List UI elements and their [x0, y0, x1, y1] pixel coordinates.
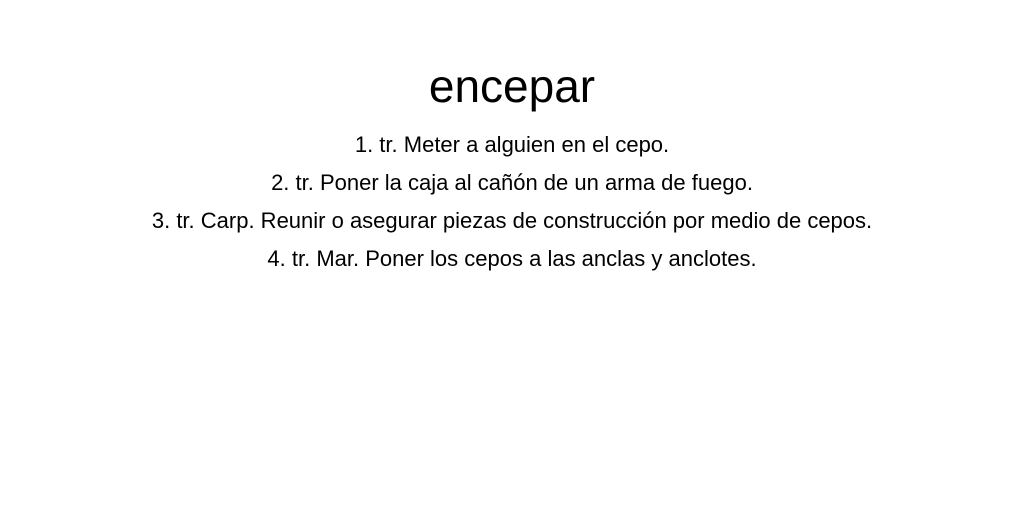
definition-1: 1. tr. Meter a alguien en el cepo. — [354, 132, 670, 157]
definition-4: 4. tr. Mar. Poner los cepos a las anclas y anclotes. — [267, 246, 757, 271]
headword: encepar — [428, 60, 596, 112]
definition-2: 2. tr. Poner la caja al cañón de un arma de fuego. — [271, 170, 753, 195]
definition-3: 3. tr. Carp. Reunir o asegurar piezas de construcción por medio de cepos. — [151, 208, 873, 233]
definition-list — [0, 126, 1024, 278]
